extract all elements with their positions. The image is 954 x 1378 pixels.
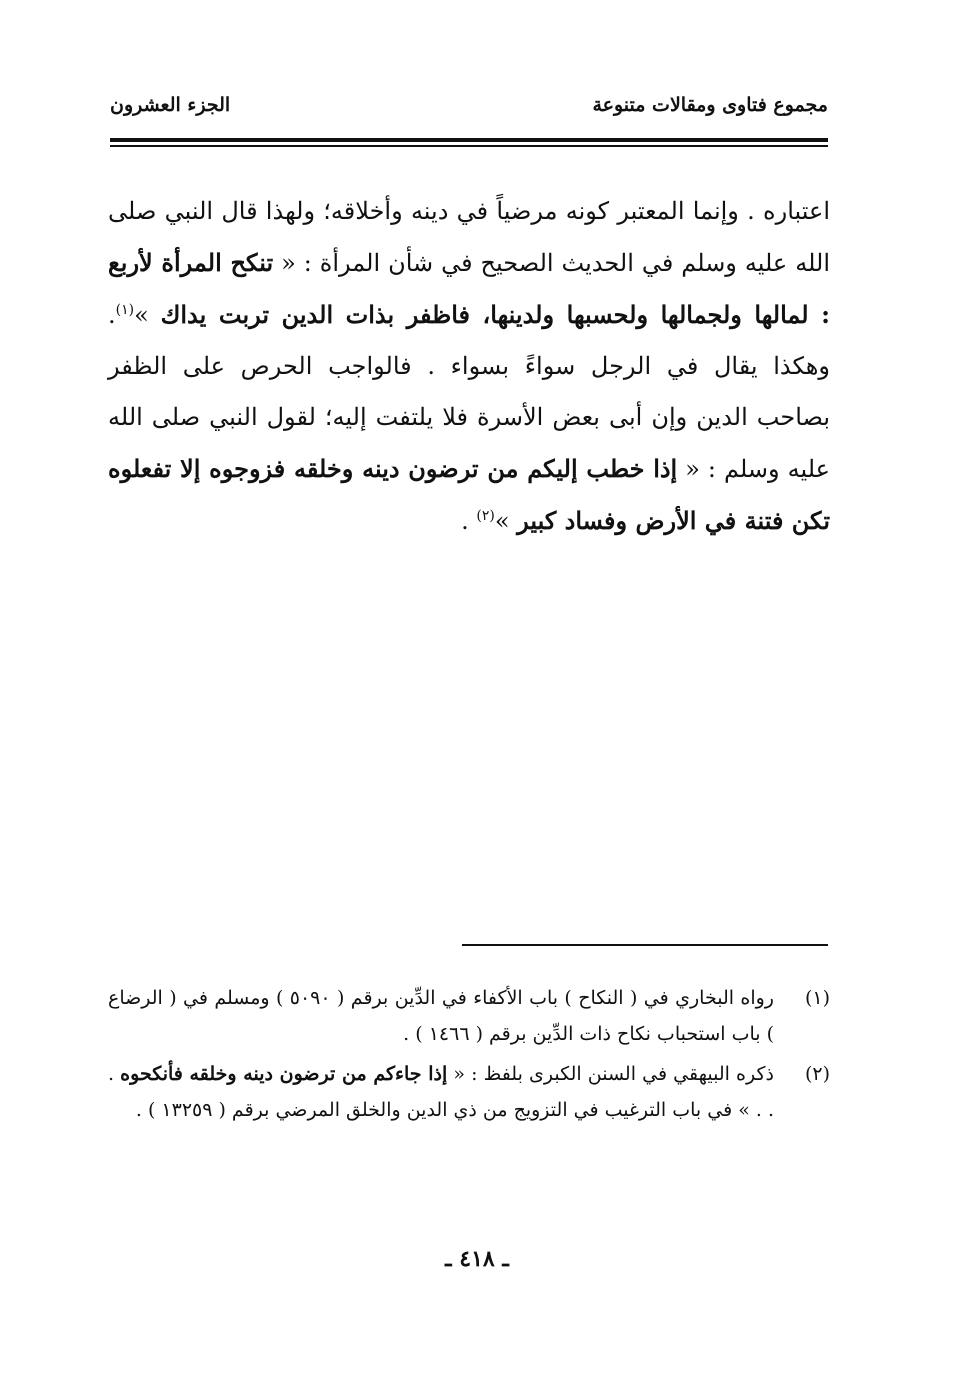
- header-rule-thin: [110, 145, 828, 147]
- footnote-quote: إذا جاءكم من ترضون دينه وخلقه فأنكحوه: [120, 1063, 448, 1085]
- header-rule-thick: [110, 138, 828, 142]
- book-title: مجموع فتاوى ومقالات متنوعة: [592, 94, 828, 116]
- volume-label: الجزء العشرون: [110, 94, 231, 116]
- body-text-segment: . وهكذا يقال في الرجل سواءً بسواء . فالواجب الحرص على الظفر بصاحب الدين وإن أبى بعض الأسرة فلا يلتفت إليه؛ لقول النبي صلى الله عليه وسلم : «: [108, 301, 830, 483]
- body-text-segment: .: [461, 507, 477, 535]
- running-header: [110, 94, 828, 130]
- hadith-quote-1: تنكح المرأة لأربع : لمالها ولجمالها ولحسبها ولدينها، فاظفر بذات الدين تربت يداك: [108, 248, 830, 329]
- hadith-quote-2: إذا خطب إليكم من ترضون دينه وخلقه فزوجوه إلا تفعلوه تكن فتنة في الأرض وفساد كبير: [108, 454, 830, 535]
- body-paragraph: [108, 186, 830, 547]
- footnote-1: [108, 980, 830, 1052]
- quote-close: »: [494, 507, 518, 535]
- body-text-segment: اعتباره . وإنما المعتبر كونه مرضياً في دينه وأخلاقه؛ ولهذا قال النبي صلى الله عليه وسلم في الحديث الصحيح في شأن المرأة : «: [108, 197, 830, 277]
- footnote-ref-2[interactable]: (٢): [476, 508, 495, 524]
- quote-close: »: [134, 301, 161, 329]
- footnote-number: (١): [804, 987, 830, 1009]
- footnote-separator: [462, 944, 828, 946]
- footnote-text: . . . » في باب الترغيب في التزويج من ذي الدين والخلق المرضي برقم ( ١٣٢٥٩ ) .: [108, 1063, 774, 1121]
- footnotes: [108, 980, 830, 1128]
- footnote-2: [108, 1056, 830, 1128]
- footnote-ref-1[interactable]: (١): [115, 302, 135, 318]
- footnote-text: ذكره البيهقي في السنن الكبرى بلفظ : «: [447, 1063, 774, 1085]
- footnote-text: رواه البخاري في ( النكاح ) باب الأكفاء في الدِّين برقم ( ٥٠٩٠ ) ومسلم في ( الرضاع ) باب استحباب نكاح ذات الدِّين برقم ( ١٤٦٦ ) .: [108, 987, 774, 1045]
- page-number: ـ ٤١٨ ـ: [445, 1246, 509, 1272]
- footnote-number: (٢): [804, 1063, 830, 1085]
